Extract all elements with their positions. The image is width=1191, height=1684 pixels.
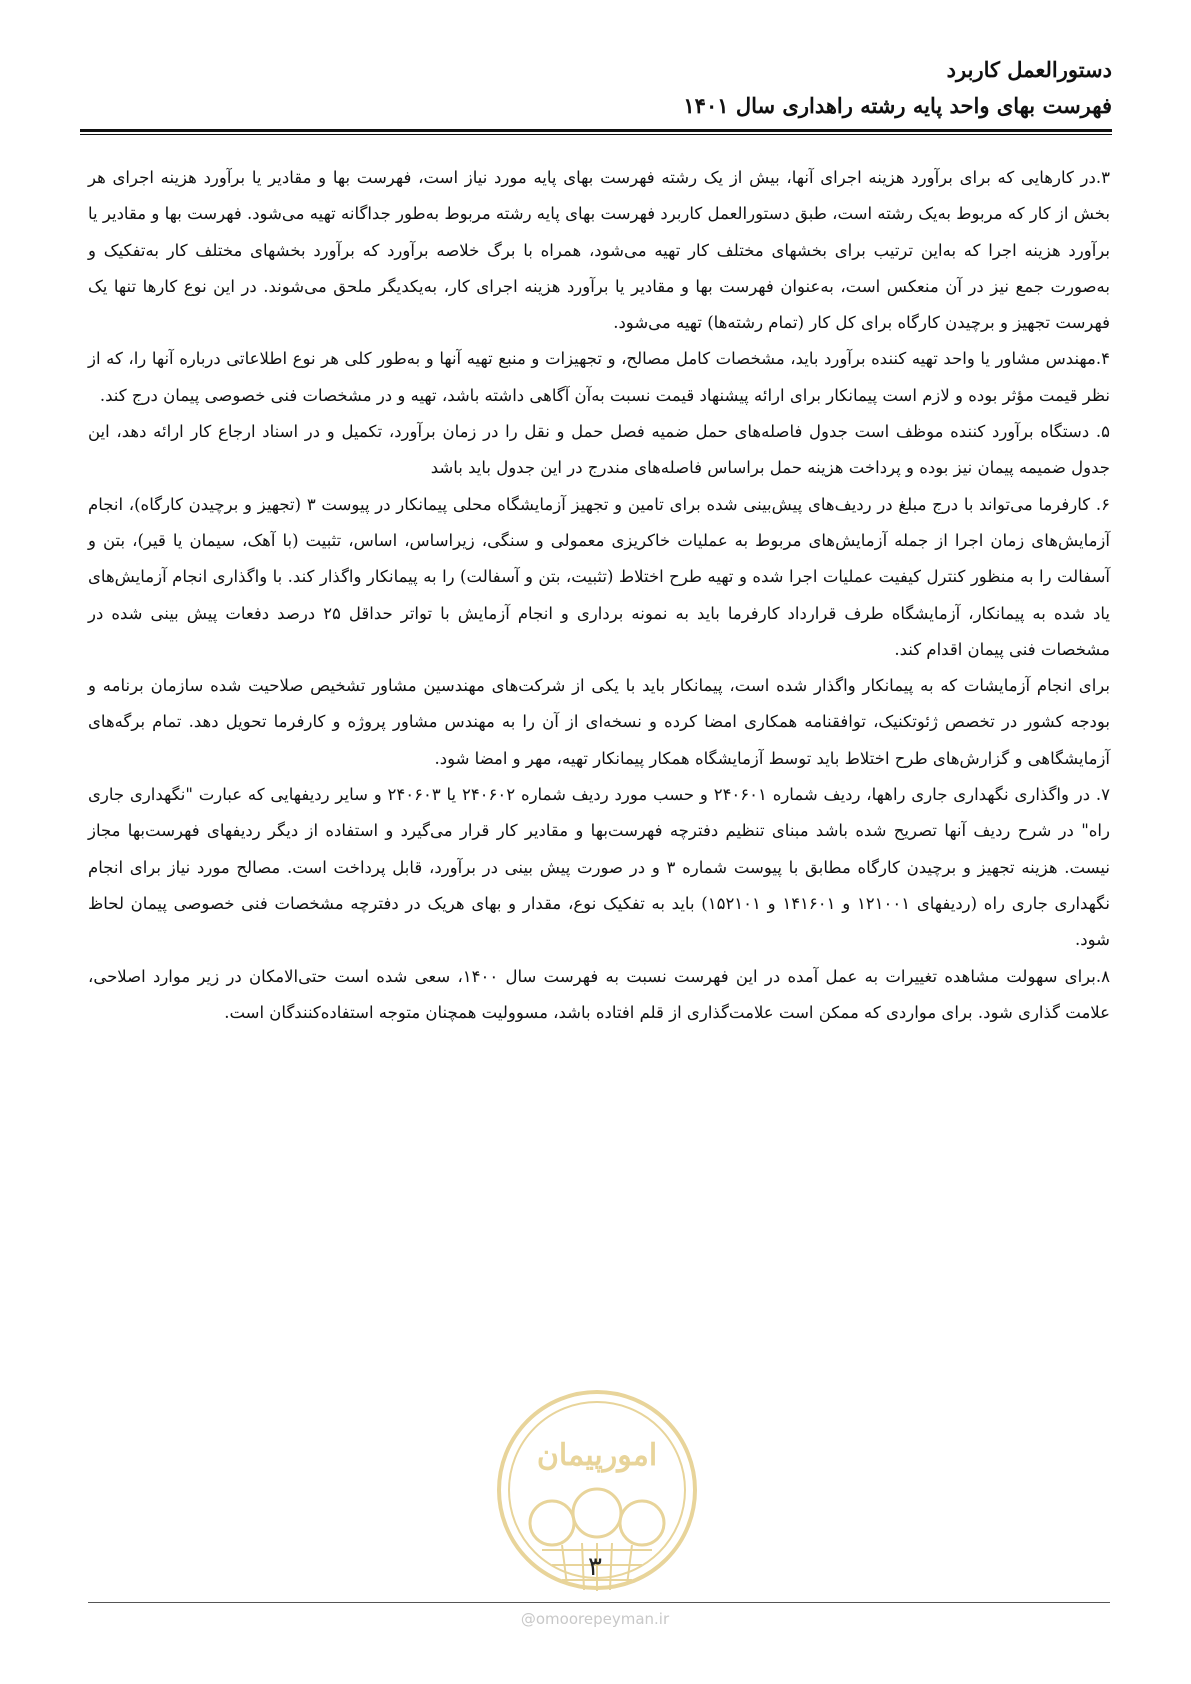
paragraph-item-6: ۶. کارفرما می‌تواند با درج مبلغ در ردیف‌های پیش‌بینی شده برای تامین و تجهیز آزمایشگاه محلی پیمانکار در پیوست ۳ (تجهیز و برچیدن کارگاه)، انجام آزمایش‌های زمان اجرا از جمله آزمایش‌های مربوط به عملیات خاکریزی معمولی و سنگی، زیراساس، اساس، تثبیت (با آهک، سیمان یا قیر)، بتن و آسفالت را به منظور کنترل کیفیت عملیات اجرا شده و تهیه طرح اختلاط (تثبیت، بتن و آسفالت) را به پیمانکار واگذار کند. با واگذاری انجام آزمایش‌های یاد شده به پیمانکار، آزمایشگاه طرف قرارداد کارفرما باید به نمونه برداری و انجام آزمایش با تواتر حداقل ۲۵ درصد دفعات پیش بینی شده در مشخصات فنی پیمان اقدام کند.	[88, 494, 1110, 659]
paragraph-item-4: ۴.مهندس مشاور یا واحد تهیه کننده برآورد باید، مشخصات کامل مصالح، و تجهیزات و منبع تهیه آنها و به‌طور کلی هر نوع اطلاعاتی درباره آنها را، که از نظر قیمت مؤثر بوده و لازم است پیمانکار برای ارائه پیشنهاد قیمت نسبت به‌آن آگاهی داشته باشد، تهیه و در مشخصات فنی خصوصی پیمان درج کند.	[88, 349, 1110, 405]
paragraph-item-6-continued: برای انجام آزمایشات که به پیمانکار واگذار شده است، پیمانکار باید با یکی از شرکت‌های مهندسین مشاور تشخیص صلاحیت شده سازمان برنامه و بودجه کشور در تخصص ژئوتکنیک، توافقنامه همکاری امضا کرده و نسخه‌ای از آن را به مهندس مشاور پروژه و کارفرما تحویل دهد. تمام برگه‌های آزمایشگاهی و گزارش‌های طرح اختلاط باید توسط آزمایشگاه همکار پیمانکار تهیه، مهر و امضا شود.	[88, 676, 1110, 768]
header-title-line2: فهرست بهای واحد پایه رشته راهداری سال ۱۴۰۱	[683, 93, 1112, 118]
header-title-line1: دستورالعمل کاربرد	[946, 57, 1112, 82]
page-number: ۳	[588, 1552, 602, 1582]
watermark-url: @omoorepeyman.ir	[520, 1610, 670, 1628]
paragraph-item-5: ۵. دستگاه برآورد کننده موظف است جدول فاصله‌های حمل ضمیه فصل حمل و نقل را در زمان برآورد، تکمیل و در اسناد ارجاع کار ارائه دهد، این جدول ضمیمه پیمان نیز بوده و پرداخت هزینه حمل براساس فاصله‌های مندرج در این جدول باید باشد	[88, 422, 1110, 478]
footer-divider	[88, 1602, 1110, 1603]
svg-text:امورپیمان: امورپیمان	[536, 1438, 658, 1473]
body-text	[88, 160, 1110, 1031]
paragraph-item-8: ۸.برای سهولت مشاهده تغییرات به عمل آمده در این فهرست نسبت به فهرست سال ۱۴۰۰، سعی شده است حتی‌الامکان در زیر موارد اصلاحی، علامت گذاری شود. برای مواردی که ممکن است علامت‌گذاری از قلم افتاده باشد، مسوولیت همچنان متوجه استفاده‌کنندگان است.	[88, 966, 1111, 1022]
page-header	[80, 52, 1112, 124]
header-divider-thin	[80, 134, 1112, 135]
paragraph-item-7: ۷. در واگذاری نگهداری جاری راهها، ردیف شماره ۲۴۰۶۰۱ و حسب مورد ردیف شماره ۲۴۰۶۰۲ یا ۲۴۰۶۰۳ و سایر ردیفهایی که عبارت "نگهداری جاری راه" در شرح ردیف آنها تصریح شده باشد مبنای تنظیم دفترچه فهرست‌بها و مقادیر کار قرار می‌گیرد و استفاده از دیگر ردیفهای فهرست‌بها مجاز نیست. هزینه تجهیز و برچیدن کارگاه مطابق با پیوست شماره ۳ و در صورت پیش بینی در برآورد، قابل پرداخت است. مصالح مورد نیاز برای انجام نگهداری جاری راه (ردیفهای ۱۲۱۰۰۱ و ۱۴۱۶۰۱ و ۱۵۲۱۰۱) باید به تفکیک نوع، مقدار و بهای هریک در دفترچه مشخصات فنی خصوصی پیمان لحاظ شود.	[88, 785, 1111, 950]
paragraph-item-3: ۳.در کارهایی که برای برآورد هزینه اجرای آنها، بیش از یک رشته فهرست بهای پایه مورد نیاز است، فهرست بها و مقادیر یا برآورد هزینه اجرای هر بخش از کار که مربوط به‌یک رشته است، طبق دستورالعمل کاربرد فهرست بهای پایه رشته مربوط به‌طور جداگانه تهیه می‌شود. فهرست بها و مقادیر یا برآورد هزینه اجرا که به‌این ترتیب برای بخشهای مختلف کار تهیه می‌شود، همراه با برگ خلاصه برآورد که برآورد بخشهای مختلف کار به‌تفکیک و به‌صورت جمع نیز در آن منعکس است، به‌عنوان فهرست بها و مقادیر یا برآورد هزینه اجرای کار، به‌یکدیگر ملحق می‌شوند. در این نوع کارها تنها یک فهرست تجهیز و برچیدن کارگاه برای کل کار (تمام رشته‌ها) تهیه می‌شود.	[88, 168, 1110, 333]
header-divider-thick	[80, 129, 1112, 132]
